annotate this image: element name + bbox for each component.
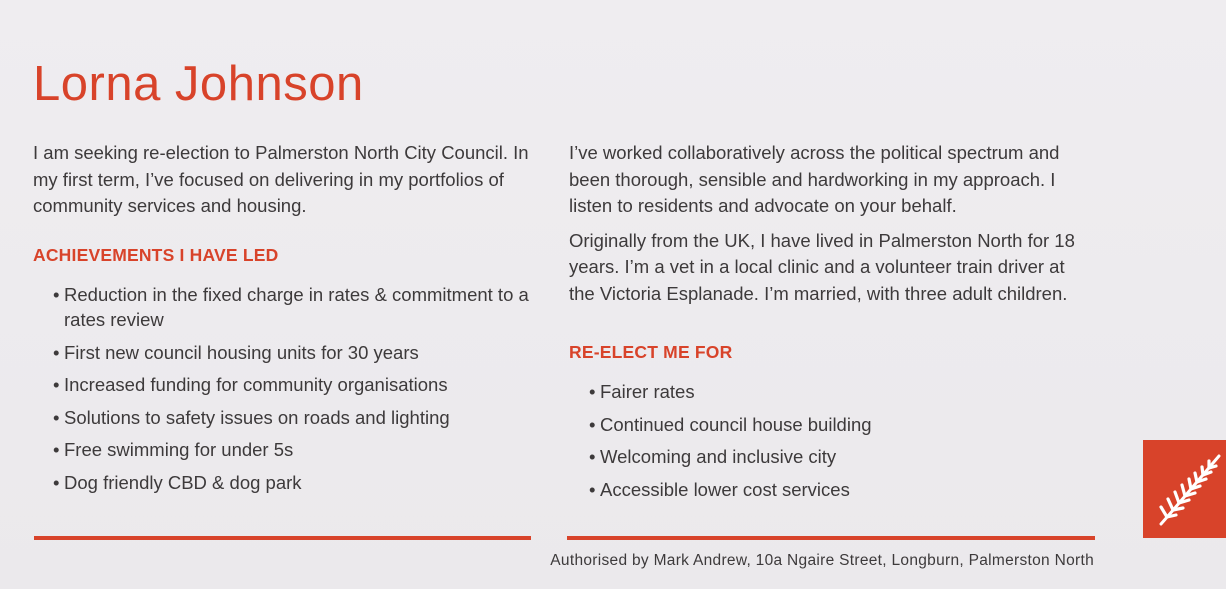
left-column <box>33 140 533 502</box>
candidate-name: Lorna Johnson <box>33 57 364 111</box>
list-item: • Welcoming and inclusive city <box>589 444 1094 470</box>
right-column <box>569 140 1094 509</box>
authorisation-statement: Authorised by Mark Andrew, 10a Ngaire Street, Longburn, Palmerston North <box>550 552 1094 569</box>
left-divider <box>34 536 531 540</box>
reelect-list <box>569 379 1094 502</box>
list-item: • Continued council house building <box>589 412 1094 438</box>
list-item: • First new council housing units for 30 years <box>53 340 533 366</box>
intro-paragraph: I am seeking re-election to Palmerston North City Council. In my first term, I’ve focused on delivering in my portfolios of community services and housing. <box>33 142 529 216</box>
reelect-heading: RE-ELECT ME FOR <box>569 342 733 362</box>
achievements-heading: ACHIEVEMENTS I HAVE LED <box>33 244 279 265</box>
list-item: • Solutions to safety issues on roads and lighting <box>53 405 533 431</box>
list-item: • Fairer rates <box>589 379 1094 405</box>
list-item: • Reduction in the fixed charge in rates & commitment to a rates review <box>53 282 533 333</box>
about-paragraph-1: I’ve worked collaboratively across the political spectrum and been thorough, sensible and hardworking in my approach. I listen to residents and advocate on your behalf. <box>569 142 1060 216</box>
list-item: • Dog friendly CBD & dog park <box>53 470 533 496</box>
about-paragraph-2: Originally from the UK, I have lived in Palmerston North for 18 years. I’m a vet in a local clinic and a volunteer train driver at the Victoria Esplanade. I’m married, with three adult children. <box>569 229 1075 304</box>
achievements-list <box>33 282 533 496</box>
list-item: • Increased funding for community organisations <box>53 372 533 398</box>
right-divider <box>567 536 1095 540</box>
list-item: • Accessible lower cost services <box>589 477 1094 503</box>
fern-badge <box>1143 440 1226 538</box>
list-item: • Free swimming for under 5s <box>53 437 533 463</box>
silver-fern-icon <box>1143 440 1226 538</box>
